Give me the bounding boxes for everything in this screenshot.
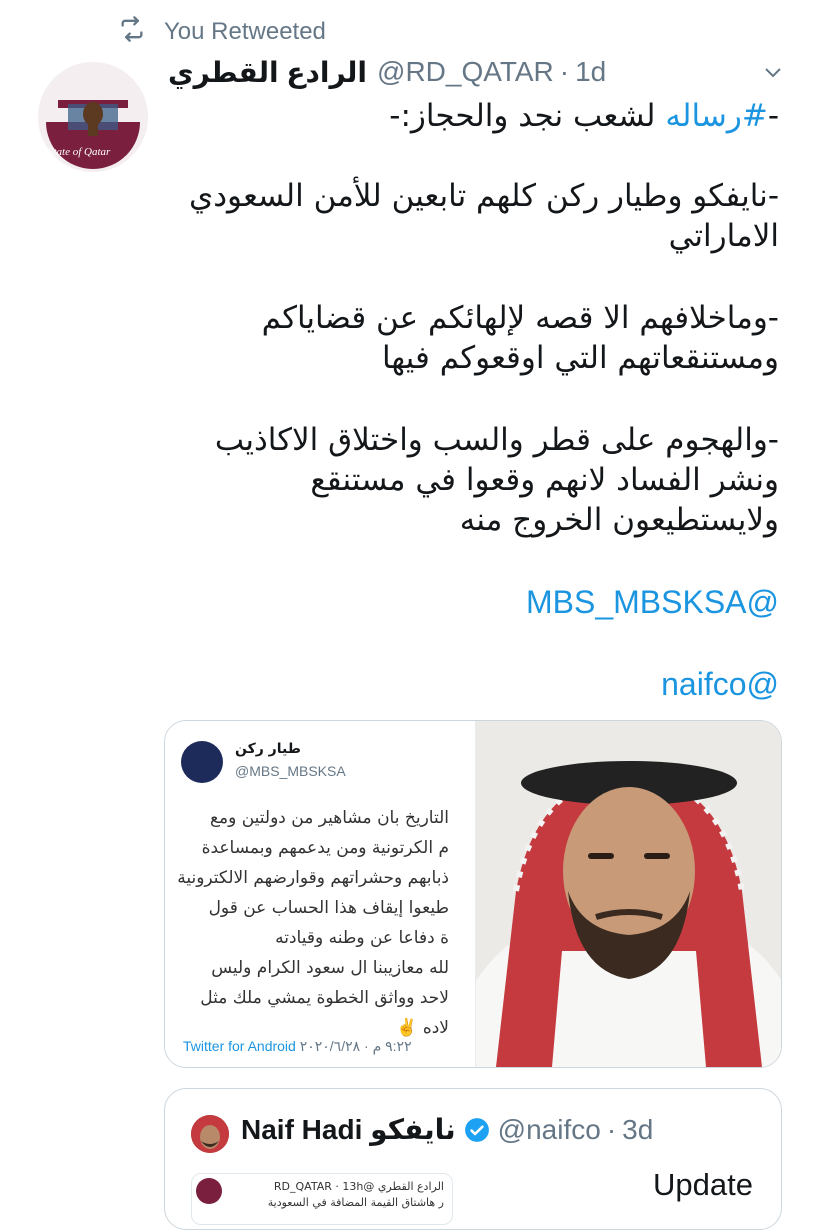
screenshot-line: ة دفاعا عن وطنه وقيادته — [275, 928, 449, 948]
paragraph-3-line-1: -وماخلافهم الا قصه لإلهائكم عن قضاياكم — [261, 300, 779, 336]
quoted-text: Update — [653, 1167, 753, 1202]
tweet-header — [168, 52, 795, 92]
nested-quote-avatar — [196, 1178, 222, 1204]
mention-link-naifco[interactable]: @naifco — [661, 666, 779, 702]
screenshot-line: لاحد وواثق الخطوة يمشي ملك مثل — [200, 988, 449, 1008]
screenshot-source: Twitter for Android — [183, 1038, 296, 1054]
screenshot-avatar — [181, 741, 223, 783]
screenshot-line: لاده ✌️ — [396, 1018, 449, 1038]
nested-quote-author: الرادع القطري @RD_QATAR · 13h — [273, 1180, 444, 1193]
author-name[interactable]: الرادع القطري — [168, 56, 368, 88]
screenshot-line: التاريخ بان مشاهير من دولتين ومع — [209, 808, 449, 828]
author-handle[interactable]: @RD_QATAR — [377, 56, 554, 87]
paragraph-2: -نايفكو وطيار ركن كلهم تابعين للأمن السعودي الاماراتي — [188, 178, 779, 254]
retweet-icon — [118, 15, 164, 50]
tweet-time[interactable]: 1d — [575, 56, 607, 87]
portrait-photo[interactable] — [476, 721, 781, 1067]
screenshot-time: ٩:٢٢ م · ٢٠٢٠/٦/٢٨ — [299, 1038, 412, 1054]
nested-quote-text: ر هاشتاق القيمة المضافة في السعودية — [267, 1196, 444, 1209]
chevron-down-icon[interactable] — [763, 62, 783, 82]
screenshot-text — [177, 803, 449, 1043]
separator-dot: · — [606, 1113, 617, 1145]
paragraph-4: -والهجوم على قطر والسب واختلاق الاكاذيب ونشر الفساد لانهم وقعوا في مستنقع ولايستطيعون الخروج منه — [214, 422, 779, 538]
screenshot-author-name: طيار ركن — [235, 741, 301, 757]
avatar-caption: State of Qatar — [48, 146, 111, 158]
screenshot-line: لله معازيبنا ال سعود الكرام وليس — [211, 958, 449, 978]
nested-quote-image — [191, 1173, 453, 1225]
hashtag-link[interactable]: #رساله — [665, 98, 768, 134]
retweet-label: You Retweeted — [164, 18, 326, 45]
quoted-author-handle: @naifco — [497, 1113, 601, 1145]
screenshot-line: م الكرتونية ومن يدعمهم وبمساعدة — [201, 838, 449, 858]
line-prefix: - — [767, 98, 779, 134]
tweet-media[interactable] — [164, 720, 782, 1068]
mention-link-mbs[interactable]: @MBS_MBSKSA — [526, 584, 779, 620]
quoted-author-avatar — [191, 1115, 229, 1153]
screenshot-footer — [183, 1038, 412, 1055]
quoted-tweet[interactable] — [164, 1088, 782, 1230]
quoted-time: 3d — [622, 1113, 654, 1145]
verified-badge-icon — [464, 1117, 490, 1143]
line1-text: لشعب نجد والحجاز:- — [389, 98, 666, 134]
separator-dot: · — [559, 56, 570, 87]
retweet-indicator — [118, 16, 326, 48]
quoted-header — [241, 1113, 653, 1146]
quoted-author-name: Naif Hadi نايفكو — [241, 1114, 456, 1145]
tweet-text — [160, 96, 779, 704]
screenshot-line: ذبابهم وحشراتهم وقوارضهم الالكترونية — [177, 868, 449, 888]
paragraph-3-line-2: ومستنقعاتهم التي اوقعوكم فيها — [381, 340, 779, 376]
screenshot-author-handle: @MBS_MBSKSA — [235, 763, 346, 779]
screenshot-image[interactable] — [165, 721, 476, 1067]
screenshot-line: طيعوا إيقاف هذا الحساب عن قول — [208, 898, 449, 918]
